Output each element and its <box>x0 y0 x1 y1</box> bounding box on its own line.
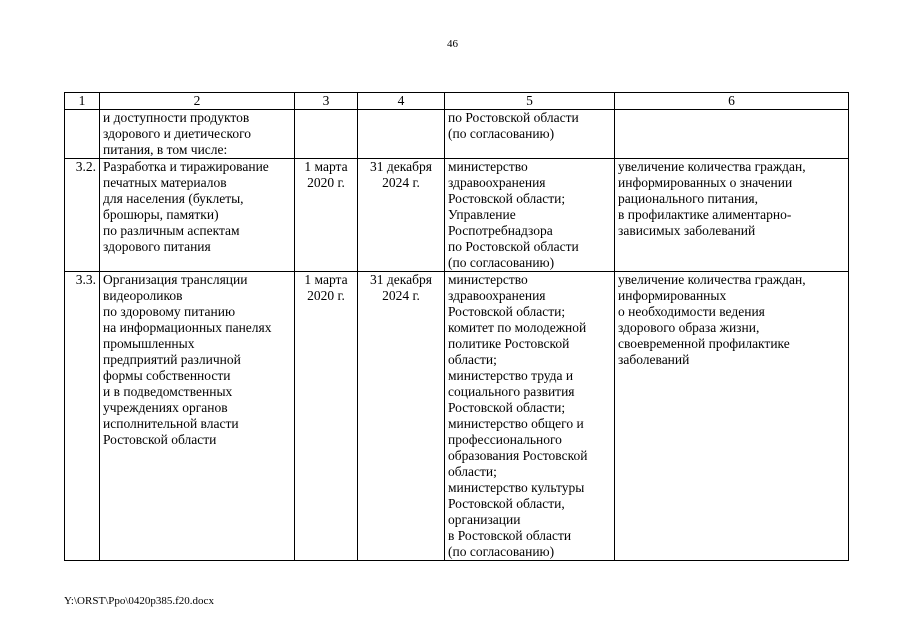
cell-line: в Ростовской области <box>448 528 572 543</box>
file-path-footer: Y:\ORST\Ppo\0420p385.f20.docx <box>64 595 214 607</box>
cell-line: Ростовской области; <box>448 304 566 319</box>
cell-line: социального развития <box>448 384 575 399</box>
cell-line: промышленных <box>103 336 195 351</box>
cell-line: по различным аспектам <box>103 223 240 238</box>
header-col-3: 3 <box>295 93 358 110</box>
cell-line: формы собственности <box>103 368 231 383</box>
cell-line: Ростовской области; <box>448 400 566 415</box>
cell-action <box>100 110 295 159</box>
cell-line: о необходимости ведения <box>618 304 765 319</box>
cell-number <box>65 110 100 159</box>
cell-line: зависимых заболеваний <box>618 223 756 238</box>
cell-executors <box>445 159 615 272</box>
cell-line: (по согласованию) <box>448 255 555 270</box>
cell-line: 2020 г. <box>307 288 345 303</box>
cell-line: видеороликов <box>103 288 183 303</box>
cell-line: области; <box>448 464 497 479</box>
cell-result <box>615 110 849 159</box>
cell-line: информированных <box>618 288 727 303</box>
cell-number: 3.2. <box>65 159 100 272</box>
cell-line: на информационных панелях <box>103 320 272 335</box>
cell-line: исполнительной власти <box>103 416 239 431</box>
cell-start-date <box>295 159 358 272</box>
cell-line: образования Ростовской <box>448 448 588 463</box>
cell-line: министерство труда и <box>448 368 574 383</box>
cell-line: 1 марта <box>304 272 348 287</box>
action-plan-table <box>64 92 849 561</box>
cell-line: Роспотребнадзора <box>448 223 553 238</box>
cell-line: учреждениях органов <box>103 400 228 415</box>
cell-action <box>100 272 295 561</box>
cell-line: по здоровому питанию <box>103 304 236 319</box>
header-col-2: 2 <box>100 93 295 110</box>
cell-end-date <box>358 159 445 272</box>
table-row <box>65 159 849 272</box>
cell-line: здорового питания <box>103 239 211 254</box>
cell-result <box>615 159 849 272</box>
cell-line: брошюры, памятки) <box>103 207 219 222</box>
cell-line: Ростовской области, <box>448 496 565 511</box>
cell-executors <box>445 272 615 561</box>
cell-line: 31 декабря <box>370 272 432 287</box>
cell-result <box>615 272 849 561</box>
cell-line: министерство общего и <box>448 416 584 431</box>
continuation-row <box>65 110 849 159</box>
cell-line: по Ростовской области <box>448 110 579 125</box>
cell-end-date <box>358 272 445 561</box>
cell-line: здравоохранения <box>448 175 546 190</box>
cell-number: 3.3. <box>65 272 100 561</box>
cell-line: (по согласованию) <box>448 544 555 559</box>
cell-line: 2020 г. <box>307 175 345 190</box>
cell-line: питания, в том числе: <box>103 142 228 157</box>
cell-start-date <box>295 272 358 561</box>
cell-line: Управление <box>448 207 516 222</box>
cell-line: Организация трансляции <box>103 272 248 287</box>
cell-line: увеличение количества граждан, <box>618 272 806 287</box>
header-row <box>65 93 849 110</box>
cell-line: Разработка и тиражирование <box>103 159 269 174</box>
cell-line: здорового и диетического <box>103 126 252 141</box>
cell-line: министерство <box>448 159 528 174</box>
cell-line: области; <box>448 352 497 367</box>
cell-start-date <box>295 110 358 159</box>
cell-line: организации <box>448 512 521 527</box>
cell-line: заболеваний <box>618 352 690 367</box>
cell-line: и доступности продуктов <box>103 110 250 125</box>
cell-line: рационального питания, <box>618 191 759 206</box>
cell-line: политике Ростовской <box>448 336 570 351</box>
cell-line: здравоохранения <box>448 288 546 303</box>
cell-line: печатных материалов <box>103 175 227 190</box>
cell-line: 2024 г. <box>382 288 420 303</box>
cell-line: увеличение количества граждан, <box>618 159 806 174</box>
cell-line: профессионального <box>448 432 562 447</box>
cell-line: информированных о значении <box>618 175 793 190</box>
cell-line: в профилактике алиментарно- <box>618 207 792 222</box>
cell-line: (по согласованию) <box>448 126 555 141</box>
cell-line: и в подведомственных <box>103 384 233 399</box>
cell-line: Ростовской области; <box>448 191 566 206</box>
cell-executors <box>445 110 615 159</box>
header-col-1: 1 <box>65 93 100 110</box>
header-col-6: 6 <box>615 93 849 110</box>
cell-line: 1 марта <box>304 159 348 174</box>
cell-line: 31 декабря <box>370 159 432 174</box>
table-row <box>65 272 849 561</box>
page-number: 46 <box>447 38 458 50</box>
cell-line: министерство культуры <box>448 480 585 495</box>
cell-line: Ростовской области <box>103 432 217 447</box>
cell-line: своевременной профилактике <box>618 336 790 351</box>
cell-end-date <box>358 110 445 159</box>
header-col-5: 5 <box>445 93 615 110</box>
cell-line: здорового образа жизни, <box>618 320 760 335</box>
cell-action <box>100 159 295 272</box>
cell-line: комитет по молодежной <box>448 320 587 335</box>
cell-line: по Ростовской области <box>448 239 579 254</box>
cell-line: для населения (буклеты, <box>103 191 244 206</box>
cell-line: министерство <box>448 272 528 287</box>
cell-line: предприятий различной <box>103 352 241 367</box>
cell-line: 2024 г. <box>382 175 420 190</box>
header-col-4: 4 <box>358 93 445 110</box>
